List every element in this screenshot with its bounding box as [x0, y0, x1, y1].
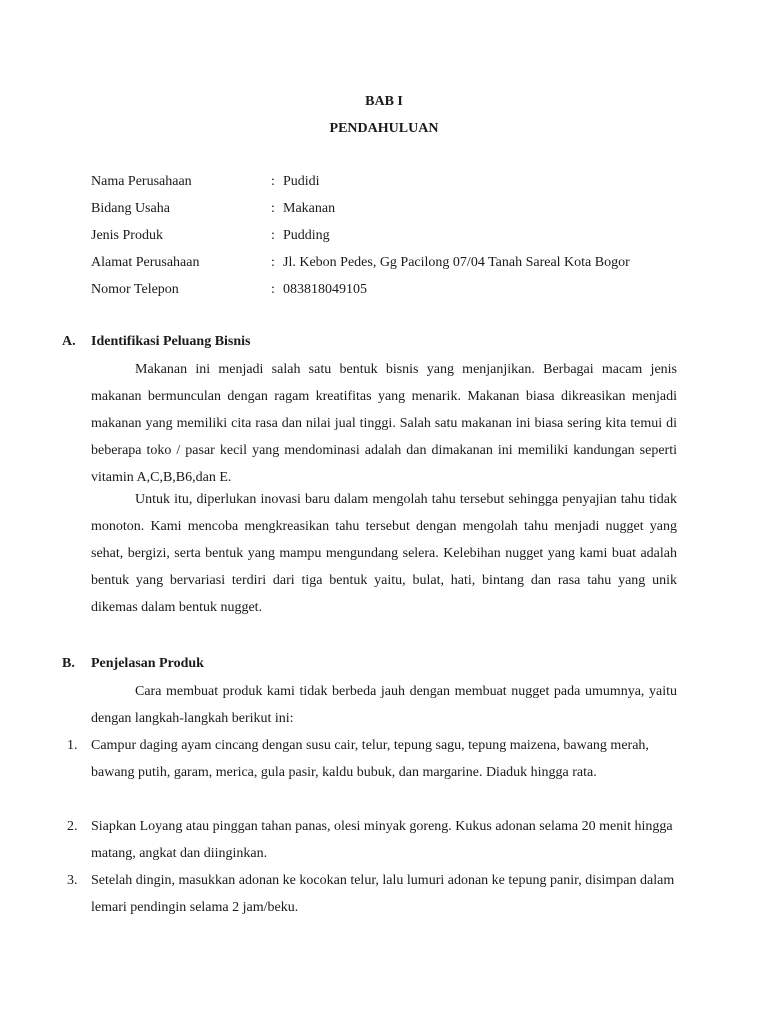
info-value: Jl. Kebon Pedes, Gg Pacilong 07/04 Tanah Sareal Kota Bogor [283, 255, 630, 270]
section-b-intro: Cara membuat produk kami tidak berbeda jauh dengan membuat nugget pada umumnya, yaitu dengan langkah-langkah berikut ini: [91, 684, 677, 726]
info-label: Nomor Telepon [91, 282, 179, 297]
section-title: Identifikasi Peluang Bisnis [91, 334, 251, 349]
info-label: Nama Perusahaan [91, 174, 192, 189]
info-colon: : [271, 201, 275, 216]
info-value: 083818049105 [283, 282, 367, 297]
info-label: Jenis Produk [91, 228, 163, 243]
section-a-paragraph-1: Makanan ini menjadi salah satu bentuk bisnis yang menjanjikan. Berbagai macam jenis makanan bermunculan dengan ragam kreatifitas yang menarik. Makanan biasa dikreasikan menjadi makanan yang memiliki cita rasa dan nilai jual tinggi. Salah satu makanan ini biasa sering kita temui di beberapa toko / pasar kecil yang mendominasi adalah dan dimakanan ini memiliki kandungan seperti vitamin A,C,B,B6,dan E. [91, 362, 677, 485]
list-number: 1. [67, 738, 78, 753]
info-colon: : [271, 255, 275, 270]
info-colon: : [271, 174, 275, 189]
section-title: Penjelasan Produk [91, 656, 204, 671]
info-label: Bidang Usaha [91, 201, 170, 216]
info-label: Alamat Perusahaan [91, 255, 200, 270]
chapter-title: PENDAHULUAN [329, 121, 439, 136]
info-value: Makanan [283, 201, 336, 216]
list-text: Setelah dingin, masukkan adonan ke kocokan telur, lalu lumuri adonan ke tepung panir, disimpan dalam lemari pendingin selama 2 jam/beku. [91, 873, 675, 915]
section-letter: B. [62, 656, 75, 671]
list-text: Campur daging ayam cincang dengan susu cair, telur, tepung sagu, tepung maizena, bawang merah, bawang putih, garam, merica, gula pasir, kaldu bubuk, dan margarine. Diaduk hingga rata. [91, 738, 649, 780]
section-letter: A. [62, 334, 76, 349]
list-number: 2. [67, 819, 78, 834]
chapter-number: BAB I [365, 94, 403, 109]
section-a-paragraph-2: Untuk itu, diperlukan inovasi baru dalam mengolah tahu tersebut sehingga penyajian tahu tidak monoton. Kami mencoba mengkreasikan tahu tersebut dengan mengolah tahu menjadi nugget yang sehat, bergizi, serta bentuk yang mampu mengundang selera. Kelebihan nugget yang kami buat adalah bentuk yang bervariasi terdiri dari tiga bentuk yaitu, bulat, hati, bintang dan rasa tahu yang unik dikemas dalam bentuk nugget. [91, 492, 677, 615]
info-value: Pudding [283, 228, 330, 243]
info-colon: : [271, 228, 275, 243]
info-value: Pudidi [283, 174, 320, 189]
list-number: 3. [67, 873, 78, 888]
info-colon: : [271, 282, 275, 297]
list-text: Siapkan Loyang atau pinggan tahan panas, olesi minyak goreng. Kukus adonan selama 20 menit hingga matang, angkat dan diinginkan. [91, 819, 673, 861]
